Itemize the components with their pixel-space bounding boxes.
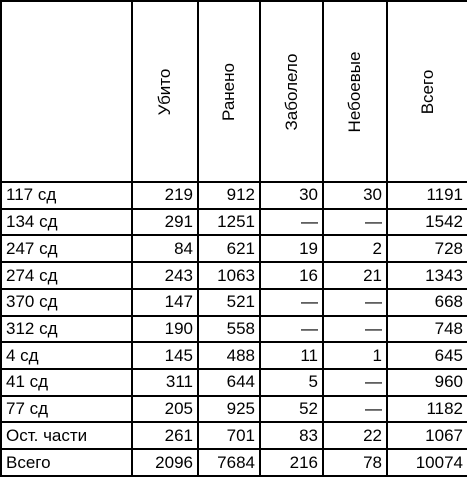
table-row (1, 182, 467, 209)
table-row (1, 209, 467, 236)
killed-cell: 2096 (132, 449, 198, 476)
header-wounded (198, 1, 260, 182)
wounded-cell: 912 (198, 182, 260, 209)
noncombat-cell: 21 (323, 262, 387, 289)
header-noncombat-label: Небоевые (345, 51, 364, 132)
sick-cell: 11 (260, 342, 323, 369)
total-cell: 1343 (387, 262, 467, 289)
noncombat-cell: — (323, 289, 387, 316)
wounded-cell: 488 (198, 342, 260, 369)
table-row (1, 369, 467, 396)
sick-cell: 216 (260, 449, 323, 476)
table-row (1, 289, 467, 316)
killed-cell: 190 (132, 316, 198, 343)
unit-cell: Ост. части (1, 422, 132, 449)
sick-cell: 5 (260, 369, 323, 396)
unit-cell: 247 сд (1, 235, 132, 262)
header-sick (260, 1, 323, 182)
sick-cell: 19 (260, 235, 323, 262)
header-sick-label: Заболело (281, 53, 301, 130)
sick-cell: 16 (260, 262, 323, 289)
totals-row (1, 449, 467, 476)
total-cell: 728 (387, 235, 467, 262)
killed-cell: 219 (132, 182, 198, 209)
wounded-cell: 7684 (198, 449, 260, 476)
total-cell: 1182 (387, 396, 467, 423)
table-row (1, 316, 467, 343)
killed-cell: 243 (132, 262, 198, 289)
wounded-cell: 1063 (198, 262, 260, 289)
wounded-cell: 925 (198, 396, 260, 423)
header-total-label: Всего (417, 69, 437, 114)
unit-cell: 4 сд (1, 342, 132, 369)
sick-cell: — (260, 289, 323, 316)
unit-cell: 312 сд (1, 316, 132, 343)
killed-cell: 147 (132, 289, 198, 316)
wounded-cell: 621 (198, 235, 260, 262)
sick-cell: 83 (260, 422, 323, 449)
total-cell: 645 (387, 342, 467, 369)
header-killed (132, 1, 198, 182)
total-cell: 748 (387, 316, 467, 343)
table-row (1, 396, 467, 423)
noncombat-cell: 78 (323, 449, 387, 476)
noncombat-cell: 1 (323, 342, 387, 369)
noncombat-cell: 30 (323, 182, 387, 209)
killed-cell: 311 (132, 369, 198, 396)
noncombat-cell: 22 (323, 422, 387, 449)
unit-cell: 370 сд (1, 289, 132, 316)
total-cell: 1542 (387, 209, 467, 236)
unit-cell: 117 сд (1, 182, 132, 209)
table-row (1, 235, 467, 262)
total-cell: 1067 (387, 422, 467, 449)
wounded-cell: 558 (198, 316, 260, 343)
unit-cell: 77 сд (1, 396, 132, 423)
noncombat-cell: — (323, 396, 387, 423)
sick-cell: 52 (260, 396, 323, 423)
total-cell: 1191 (387, 182, 467, 209)
total-cell: 960 (387, 369, 467, 396)
killed-cell: 145 (132, 342, 198, 369)
killed-cell: 291 (132, 209, 198, 236)
header-row (1, 1, 467, 182)
header-noncombat (323, 1, 387, 182)
unit-cell: 274 сд (1, 262, 132, 289)
noncombat-cell: — (323, 369, 387, 396)
header-wounded-label: Ранено (219, 62, 238, 121)
killed-cell: 261 (132, 422, 198, 449)
unit-cell: 41 сд (1, 369, 132, 396)
wounded-cell: 1251 (198, 209, 260, 236)
noncombat-cell: — (323, 209, 387, 236)
wounded-cell: 521 (198, 289, 260, 316)
wounded-cell: 644 (198, 369, 260, 396)
killed-cell: 84 (132, 235, 198, 262)
noncombat-cell: — (323, 316, 387, 343)
sick-cell: 30 (260, 182, 323, 209)
sick-cell: — (260, 209, 323, 236)
header-killed-label: Убито (155, 68, 174, 115)
total-cell: 10074 (387, 449, 467, 476)
unit-cell: Всего (1, 449, 132, 476)
unit-cell: 134 сд (1, 209, 132, 236)
sick-cell: — (260, 316, 323, 343)
table-row (1, 422, 467, 449)
killed-cell: 205 (132, 396, 198, 423)
wounded-cell: 701 (198, 422, 260, 449)
table-row (1, 262, 467, 289)
table-row (1, 342, 467, 369)
total-cell: 668 (387, 289, 467, 316)
noncombat-cell: 2 (323, 235, 387, 262)
header-total (387, 1, 467, 182)
header-corner (1, 1, 132, 182)
